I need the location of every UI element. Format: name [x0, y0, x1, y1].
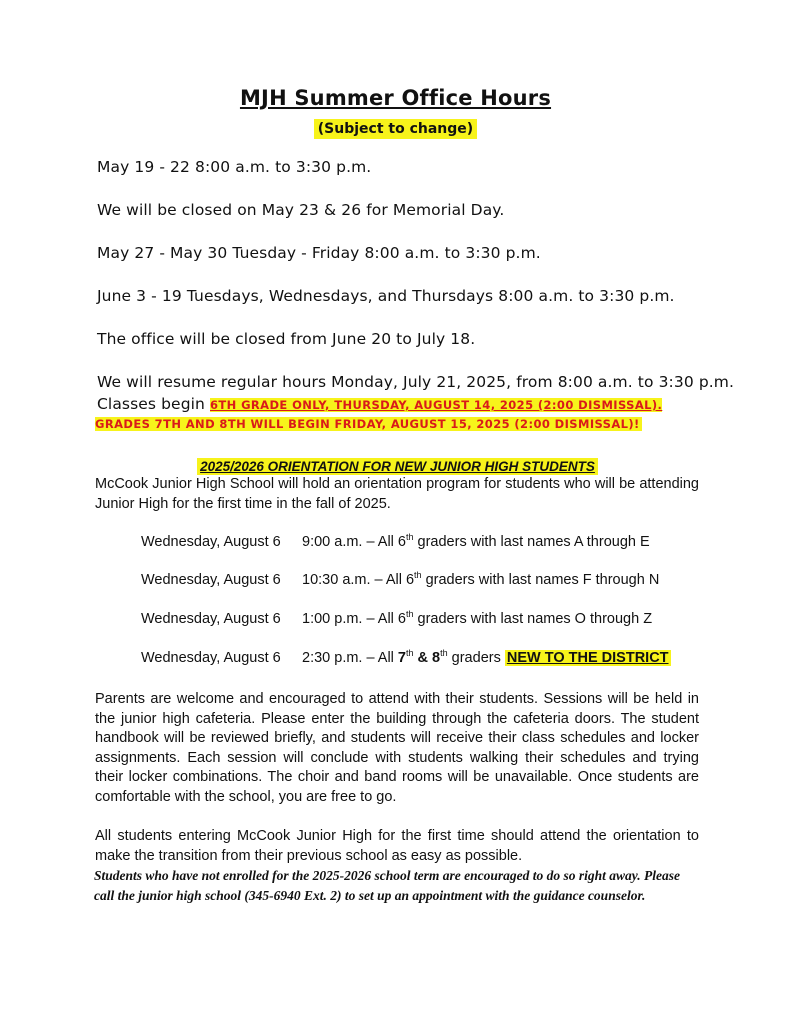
hours-line-4: June 3 - 19 Tuesdays, Wednesdays, and Thursdays 8:00 a.m. to 3:30 p.m.: [97, 287, 675, 305]
new-to-district-badge: NEW TO THE DISTRICT: [506, 650, 669, 666]
orientation-heading: 2025/2026 ORIENTATION FOR NEW JUNIOR HIGH STUDENTS: [197, 458, 598, 475]
subtitle: (Subject to change): [314, 119, 477, 139]
hours-line-6: We will resume regular hours Monday, July 21, 2025, from 8:00 a.m. to 3:30 p.m.: [97, 373, 735, 391]
session-desc: 9:00 a.m. – All 6th graders with last names A through E: [302, 532, 650, 550]
classes-lead: Classes begin: [97, 395, 210, 413]
classes-7th-8th-notice: GRADES 7TH AND 8TH WILL BEGIN FRIDAY, AUGUST 15, 2025 (2:00 DISMISSAL)!: [95, 417, 640, 431]
classes-begin-line: [97, 395, 662, 413]
orientation-heading-wrap: [0, 456, 791, 475]
hours-line-3: May 27 - May 30 Tuesday - Friday 8:00 a.m. to 3:30 p.m.: [97, 244, 541, 262]
orientation-intro: McCook Junior High School will hold an orientation program for students who will be attending Junior High for the first time in the fall of 2025.: [95, 476, 699, 512]
session-desc: 1:00 p.m. – All 6th graders with last names O through Z: [302, 609, 653, 627]
enrollment-note: Students who have not enrolled for the 2025-2026 school term are encouraged to do so right away. Please call the junior high school (345-6940 Ext. 2) to set up an appointment with the guidance counselor.: [94, 868, 681, 903]
session-desc: 2:30 p.m. – All 7th & 8th graders NEW TO THE DISTRICT: [302, 648, 669, 666]
orientation-details: Parents are welcome and encouraged to attend with their students. Sessions will be held in the junior high cafeteria. Please enter the building through the cafeteria doors. The student handbook will be reviewed briefly, and students will receive their class schedules and locker assignments. Each session will conclude with students walking their schedules and trying their locker combinations. The choir and band rooms will be unavailable. Once students are comfortable with the school, you are free to go.: [95, 691, 699, 805]
session-desc: 10:30 a.m. – All 6th graders with last names F through N: [302, 570, 660, 588]
session-day: Wednesday, August 6: [141, 572, 281, 588]
hours-line-1: May 19 - 22 8:00 a.m. to 3:30 p.m.: [97, 158, 372, 176]
classes-6th-grade-notice: 6TH GRADE ONLY, THURSDAY, AUGUST 14, 2025 (2:00 DISMISSAL).: [210, 398, 663, 412]
hours-line-5: The office will be closed from June 20 to July 18.: [97, 330, 476, 348]
session-day: Wednesday, August 6: [141, 650, 281, 666]
session-day: Wednesday, August 6: [141, 611, 281, 627]
page-title: MJH Summer Office Hours: [239, 86, 552, 110]
subtitle-wrap: [0, 118, 791, 139]
all-students-note: All students entering McCook Junior High for the first time should attend the orientation to make the transition from their previous school as easy as possible.: [95, 828, 699, 864]
session-day: Wednesday, August 6: [141, 534, 281, 550]
hours-line-2: We will be closed on May 23 & 26 for Memorial Day.: [97, 201, 505, 219]
